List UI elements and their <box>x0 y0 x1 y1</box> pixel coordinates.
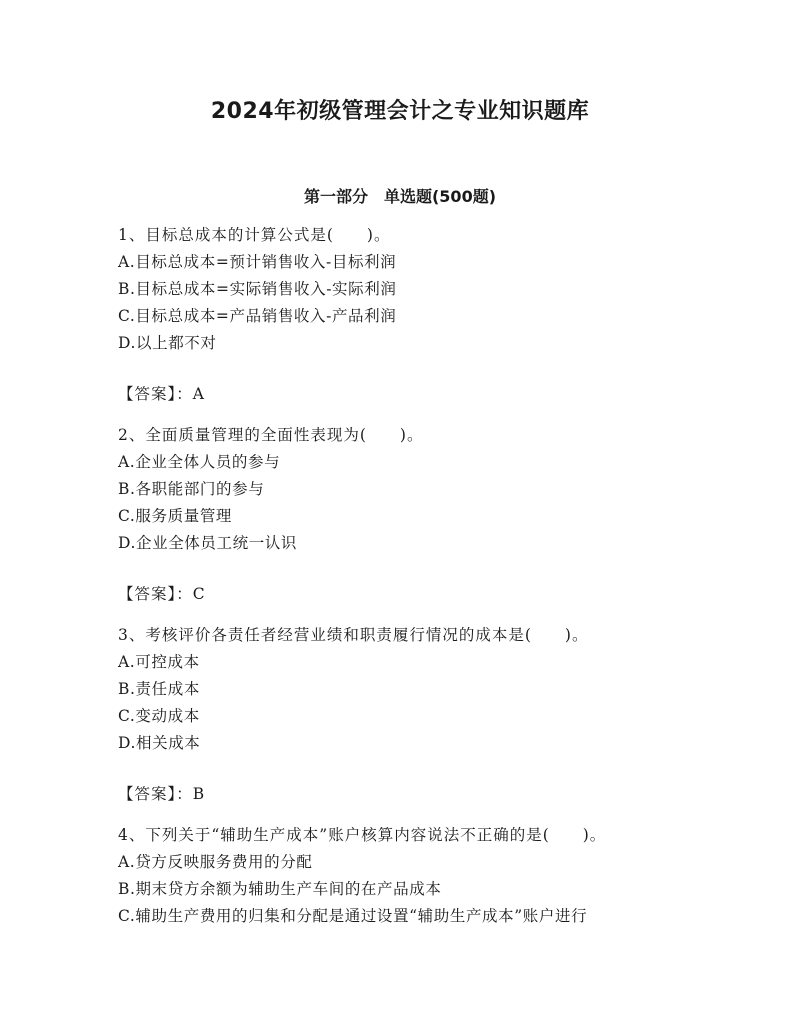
question-option: C.服务质量管理 <box>118 507 233 525</box>
question-answer: 【答案】：A <box>118 385 205 403</box>
question-option: D.企业全体员工统一认识 <box>118 534 298 552</box>
question-answer: 【答案】：C <box>118 585 206 603</box>
question-option: A.企业全体人员的参与 <box>118 453 281 471</box>
section-title: 第一部分 单选题(500题) <box>303 187 497 206</box>
question-option: C.辅助生产费用的归集和分配是通过设置“辅助生产成本”账户进行 <box>118 907 588 925</box>
question-answer: 【答案】：B <box>118 785 206 803</box>
question-option: D.以上都不对 <box>118 334 217 352</box>
question-option: A.目标总成本=预计销售收入-目标利润 <box>118 253 397 271</box>
question-item <box>118 222 718 408</box>
document-title: 2024年初级管理会计之专业知识题库 <box>210 99 590 124</box>
question-stem: 4、下列关于“辅助生产成本”账户核算内容说法不正确的是( )。 <box>118 826 607 844</box>
question-option: B.目标总成本=实际销售收入-实际利润 <box>118 280 397 298</box>
question-stem: 1、目标总成本的计算公式是( )。 <box>118 226 391 244</box>
question-option: C.变动成本 <box>118 707 200 725</box>
question-option: D.相关成本 <box>118 734 201 752</box>
question-option: A.可控成本 <box>118 653 200 671</box>
question-item <box>118 422 718 608</box>
question-stem: 3、考核评价各责任者经营业绩和职责履行情况的成本是( )。 <box>118 626 589 644</box>
question-option: B.各职能部门的参与 <box>118 480 265 498</box>
question-item <box>118 622 718 808</box>
question-stem: 2、全面质量管理的全面性表现为( )。 <box>118 426 424 444</box>
question-option: B.责任成本 <box>118 680 200 698</box>
question-option: C.目标总成本=产品销售收入-产品利润 <box>118 307 397 325</box>
question-option: A.贷方反映服务费用的分配 <box>118 853 313 871</box>
question-option: B.期末贷方余额为辅助生产车间的在产品成本 <box>118 880 442 898</box>
question-item <box>118 822 718 930</box>
question-list <box>118 222 718 930</box>
